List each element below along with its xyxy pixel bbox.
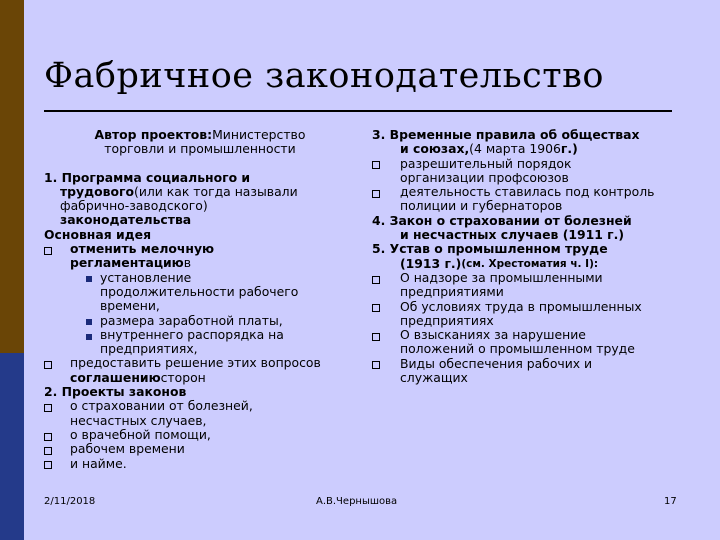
title-underline <box>44 110 672 112</box>
list-item-text: сторон <box>160 369 206 385</box>
statute-heading-text: (1913 г.) <box>400 255 462 271</box>
square-bullet-icon <box>372 300 400 314</box>
list-item <box>40 457 360 471</box>
list-item <box>40 356 360 370</box>
list-item <box>40 442 360 456</box>
list-item <box>372 271 692 285</box>
program-line-3 <box>40 199 360 213</box>
statute-heading-text: (см. Хрестоматия ч. I): <box>461 257 599 270</box>
rules-heading-text: и союзах, <box>400 141 470 157</box>
list-item-text: разрешительный порядок <box>400 155 572 171</box>
sub-list-item <box>40 271 360 285</box>
square-bullet-icon <box>44 442 70 456</box>
sub-list-item-text: размера заработной платы, <box>100 312 283 328</box>
square-bullet-icon <box>44 457 70 471</box>
filled-square-bullet-icon <box>86 314 100 328</box>
list-item-text: в <box>183 255 192 271</box>
square-bullet-icon <box>44 399 70 413</box>
program-line-2 <box>40 185 360 199</box>
list-item-cont <box>40 256 360 270</box>
list-item-text: положений о промышленном труде <box>400 341 635 357</box>
sub-list-item-cont <box>40 299 360 313</box>
accent-bar-bottom <box>0 353 24 540</box>
list-item-text: регламентацию <box>70 255 184 271</box>
rules-heading-text: (4 марта 1906 <box>469 141 561 157</box>
sub-list-item-text: продолжительности рабочего <box>100 283 299 299</box>
list-item-text: о врачебной помощи, <box>70 426 211 442</box>
list-item <box>40 242 360 256</box>
list-item-text: отменить мелочную <box>70 241 215 257</box>
list-item-cont <box>372 342 692 356</box>
insurance-heading-text: 4. Закон о страховании от болезней <box>372 212 632 228</box>
rules-heading-text: г.) <box>560 141 578 157</box>
sub-list-item <box>40 328 360 342</box>
sub-list-item-cont <box>40 285 360 299</box>
list-item <box>372 357 692 371</box>
list-item-text: служащих <box>400 370 468 386</box>
list-item-text: рабочем времени <box>70 441 185 457</box>
rules-heading-cont <box>372 142 692 156</box>
program-text-3: фабрично-заводского) <box>60 198 208 214</box>
program-text: (или как тогда называли <box>134 183 298 199</box>
list-item <box>372 157 692 171</box>
program-bold-word: трудового <box>60 183 134 199</box>
sub-list-item-text: внутреннего распорядка на <box>100 326 284 342</box>
program-text-4: законодательства <box>60 212 192 228</box>
insurance-heading <box>372 214 692 228</box>
sub-list-item-text: времени, <box>100 298 160 314</box>
author-line-1 <box>40 128 360 142</box>
rules-heading-text: 3. Временные правила об обществах <box>372 127 640 142</box>
list-item-text: и найме. <box>70 455 127 471</box>
sub-list-item-text: предприятиях, <box>100 341 198 357</box>
right-column <box>372 128 692 385</box>
list-item <box>372 328 692 342</box>
list-item-text: предприятиями <box>400 284 504 300</box>
author-line-2 <box>40 142 360 156</box>
page-number: 17 <box>664 496 677 507</box>
square-bullet-icon <box>372 271 400 285</box>
filled-square-bullet-icon <box>86 328 100 342</box>
square-bullet-icon <box>44 428 70 442</box>
list-item <box>40 399 360 413</box>
statute-heading <box>372 242 692 256</box>
sub-list-item <box>40 314 360 328</box>
list-item-cont <box>372 199 692 213</box>
laws-heading-text: 2. Проекты законов <box>44 384 187 400</box>
main-idea-heading <box>40 228 360 242</box>
statute-heading-cont <box>372 257 692 271</box>
filled-square-bullet-icon <box>86 271 100 285</box>
list-item-cont <box>40 371 360 385</box>
author-text-2: торговли и промышленности <box>104 141 296 157</box>
list-item-text: деятельность ставилась под контроль <box>400 184 655 200</box>
list-item-text: предприятиях <box>400 312 494 328</box>
list-item-text: организации профсоюзов <box>400 169 569 185</box>
left-column <box>40 128 360 471</box>
slide-title: Фабричное законодательство <box>44 56 604 96</box>
list-item-cont <box>372 314 692 328</box>
list-item-text: Об условиях труда в промышленных <box>400 298 642 314</box>
square-bullet-icon <box>372 157 400 171</box>
list-item-text: О надзоре за промышленными <box>400 269 603 285</box>
list-item-cont <box>40 414 360 428</box>
sub-list-item-cont <box>40 342 360 356</box>
footer-date: 2/11/2018 <box>44 496 96 507</box>
list-item-text: о страховании от болезней, <box>70 398 253 414</box>
list-item-text: Виды обеспечения рабочих и <box>400 355 593 371</box>
list-item-text: О взысканиях за нарушение <box>400 327 586 343</box>
author-label: Автор проектов: <box>94 127 213 142</box>
statute-heading-text: 5. Устав о промышленном труде <box>372 241 608 257</box>
list-item-text: соглашению <box>70 369 161 385</box>
main-idea-text: Основная идея <box>44 226 152 242</box>
accent-bar-top <box>0 0 24 353</box>
list-item <box>40 428 360 442</box>
square-bullet-icon <box>372 328 400 342</box>
list-item-text: несчастных случаев, <box>70 412 207 428</box>
insurance-heading-text: и несчастных случаев (1911 г.) <box>400 227 624 243</box>
rules-heading <box>372 128 692 142</box>
square-bullet-icon <box>372 185 400 199</box>
list-item-text: предоставить решение этих вопросов <box>70 355 321 371</box>
list-item-cont <box>372 171 692 185</box>
laws-heading <box>40 385 360 399</box>
square-bullet-icon <box>372 357 400 371</box>
program-heading-text: 1. Программа социального и <box>44 169 251 185</box>
list-item <box>372 300 692 314</box>
footer-author: А.В.Чернышова <box>316 496 398 507</box>
sub-list-item-text: установление <box>100 269 192 285</box>
square-bullet-icon <box>44 356 70 370</box>
list-item <box>372 185 692 199</box>
author-text: Министерство <box>212 127 306 142</box>
program-heading <box>40 171 360 185</box>
list-item-text: полиции и губернаторов <box>400 198 563 214</box>
list-item-cont <box>372 285 692 299</box>
insurance-heading-cont <box>372 228 692 242</box>
square-bullet-icon <box>44 242 70 256</box>
program-line-4 <box>40 213 360 227</box>
list-item-cont <box>372 371 692 385</box>
